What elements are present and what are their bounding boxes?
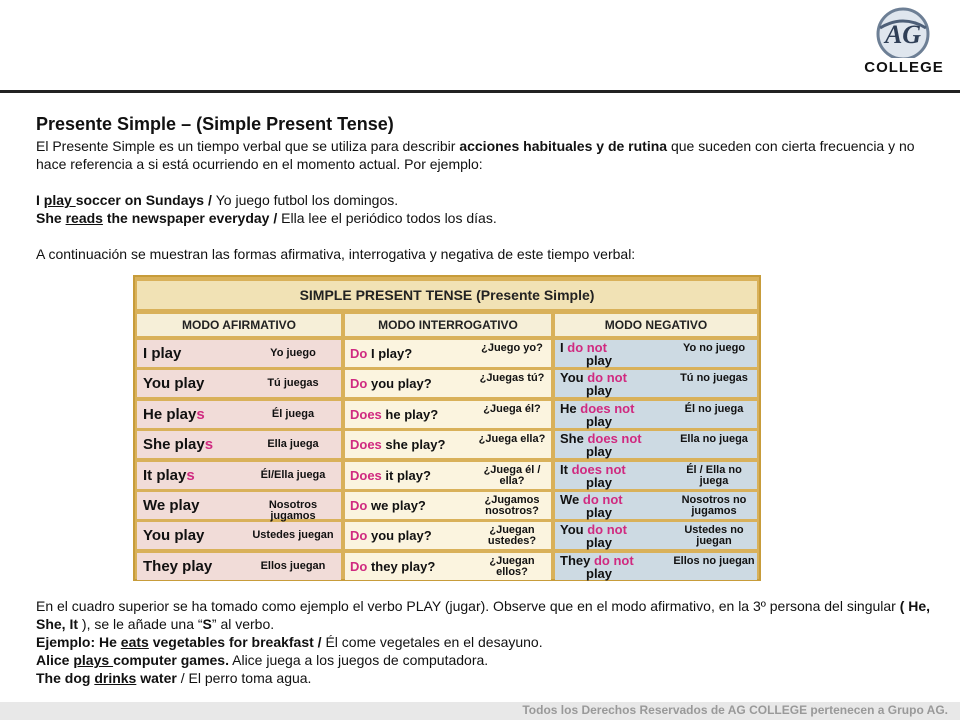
affirmative-cell — [137, 370, 341, 397]
ex4-verb: plays — [73, 652, 114, 668]
interrogative-cell — [345, 340, 551, 367]
interrogative-translation: ¿Juegan ellos? — [489, 555, 535, 578]
note-s: S — [202, 616, 212, 632]
ex1-verb: play — [43, 192, 76, 208]
auxiliary-verb: Do — [350, 498, 368, 513]
negative-subject: You — [560, 522, 584, 537]
affirmative-translation: Yo juego — [270, 347, 316, 359]
auxiliary-verb: Does — [350, 437, 382, 452]
note-text: En el cuadro superior se ha tomado como ejemplo el verbo PLAY (jugar). Observe que en el modo afirmativo, en la 3º persona del singular — [36, 598, 900, 614]
affirmative-translation: Ella juega — [267, 438, 319, 450]
negative-auxiliary: do not — [593, 553, 634, 568]
question-text: we play? — [370, 498, 426, 513]
negative-cell — [555, 370, 757, 397]
interrogative-cell — [345, 431, 551, 458]
footer-bar — [0, 702, 960, 720]
note-pronouns: ( He, She, It — [36, 598, 931, 632]
ex3-translation: Él come vegetales en el desayuno. — [325, 634, 543, 650]
intro-bold: acciones habituales y de rutina — [459, 138, 668, 154]
interrogative-form — [350, 370, 432, 397]
interrogative-cell — [345, 522, 551, 549]
affirmative-form: We play — [143, 497, 200, 514]
negative-auxiliary: does not — [587, 431, 642, 446]
affirmative-cell — [137, 462, 341, 489]
interrogative-form — [350, 340, 412, 367]
affirmative-translation: Ellos juegan — [260, 560, 326, 572]
ex1-subject: I — [36, 192, 44, 208]
interrogative-translation: ¿Juegan ustedes? — [487, 524, 537, 547]
negative-subject: We — [560, 492, 580, 507]
negative-subject: I — [560, 340, 564, 355]
negative-verb: play — [586, 535, 613, 550]
example-5 — [36, 669, 936, 687]
negative-cell — [555, 462, 757, 489]
affirmative-translation: Él/Ella juega — [260, 469, 326, 481]
example-4 — [36, 651, 936, 669]
negative-verb: play — [586, 505, 613, 520]
interrogative-translation: ¿Juega él? — [483, 403, 541, 415]
negative-form — [560, 432, 672, 458]
header-rule — [0, 90, 960, 93]
affirmative-translation: Nosotros jugamos — [268, 499, 318, 522]
affirmative-cell — [137, 340, 341, 367]
question-text: you play? — [370, 528, 432, 543]
negative-verb: play — [586, 353, 613, 368]
affirmative-form: She plays — [143, 436, 214, 453]
auxiliary-verb: Does — [350, 468, 382, 483]
negative-auxiliary: does not — [571, 462, 626, 477]
interrogative-translation: ¿Juego yo? — [481, 342, 543, 354]
negative-auxiliary: do not — [587, 370, 627, 385]
note-paragraph — [36, 597, 936, 633]
ex4-subject: Alice — [36, 652, 74, 668]
auxiliary-verb: Do — [350, 528, 368, 543]
negative-translation: Ella no juega — [680, 433, 748, 445]
negative-auxiliary: does not — [580, 401, 635, 416]
affirmative-translation: Ustedes juegan — [252, 529, 334, 541]
example-2 — [36, 209, 936, 227]
intro-paragraph — [36, 137, 936, 173]
table-intro: A continuación se muestran las formas afirmativa, interrogativa y negativa de este tiempo verbal: — [36, 246, 636, 262]
negative-subject: It — [560, 462, 568, 477]
ex2-rest: the newspaper everyday / — [102, 210, 282, 226]
svg-text:AG: AG — [884, 20, 922, 49]
negative-subject: He — [560, 401, 577, 416]
negative-form — [560, 402, 672, 428]
explanation — [36, 597, 936, 687]
negative-auxiliary: do not — [582, 492, 623, 507]
negative-form — [560, 554, 672, 580]
example-1 — [36, 191, 936, 209]
interrogative-cell — [345, 553, 551, 580]
note-text-2: ), se le añade una “ — [81, 616, 203, 632]
negative-cell — [555, 340, 757, 367]
negative-translation: Ellos no juegan — [673, 555, 755, 567]
interrogative-cell — [345, 370, 551, 397]
interrogative-cell — [345, 462, 551, 489]
affirmative-form: I play — [143, 345, 182, 362]
negative-cell — [555, 553, 757, 580]
ex2-subject: She — [36, 210, 66, 226]
table-title: SIMPLE PRESENT TENSE (Presente Simple) — [137, 281, 757, 309]
negative-form — [560, 523, 672, 549]
negative-translation: Tú no juegas — [680, 372, 748, 384]
ex5-verb: drinks — [94, 670, 137, 686]
negative-verb: play — [586, 475, 613, 490]
auxiliary-verb: Do — [350, 346, 368, 361]
interrogative-form — [350, 492, 426, 519]
affirmative-form: They play — [143, 558, 213, 575]
negative-form — [560, 341, 672, 367]
ex3-rest: vegetables for breakfast / — [148, 634, 326, 650]
interrogative-form — [350, 431, 445, 458]
ex5-translation: / El perro toma agua. — [176, 670, 312, 686]
interrogative-translation: ¿Juega él / ella? — [483, 464, 541, 487]
negative-translation: Yo no juego — [682, 342, 746, 354]
example-3 — [36, 633, 936, 651]
copyright-text: Todos los Derechos Reservados de AG COLLEGE pertenecen a Grupo AG. — [522, 703, 948, 717]
question-text: you play? — [370, 376, 432, 391]
negative-subject: They — [560, 553, 591, 568]
interrogative-cell — [345, 492, 551, 519]
interrogative-cell — [345, 401, 551, 428]
question-text: they play? — [370, 559, 436, 574]
negative-verb: play — [586, 566, 613, 581]
affirmative-cell — [137, 401, 341, 428]
affirmative-form: It plays — [143, 467, 195, 484]
negative-verb: play — [586, 414, 613, 429]
affirmative-translation: Él juega — [271, 408, 315, 420]
ex5-subject: The dog — [36, 670, 95, 686]
ex4-rest: computer games. — [113, 652, 229, 668]
col-header-affirmative: MODO AFIRMATIVO — [137, 314, 341, 336]
ex4-translation: Alice juega a los juegos de computadora. — [229, 652, 489, 668]
negative-form — [560, 463, 672, 489]
affirmative-form: You play — [143, 375, 205, 392]
affirmative-cell — [137, 522, 341, 549]
negative-subject: She — [560, 431, 584, 446]
negative-cell — [555, 401, 757, 428]
ex2-translation: Ella lee el periódico todos los días. — [281, 210, 497, 226]
ex1-translation: Yo juego futbol los domingos. — [215, 192, 399, 208]
interrogative-form — [350, 462, 431, 489]
auxiliary-verb: Do — [350, 559, 368, 574]
ag-college-logo — [858, 6, 948, 78]
negative-auxiliary: do not — [567, 340, 607, 355]
negative-auxiliary: do not — [587, 522, 627, 537]
negative-form — [560, 371, 672, 397]
negative-translation: Él / Ella no juega — [686, 464, 742, 487]
affirmative-cell — [137, 553, 341, 580]
negative-translation: Ustedes no juegan — [684, 524, 744, 547]
interrogative-form — [350, 522, 432, 549]
lesson-content — [36, 113, 936, 263]
affirmative-form: He plays — [143, 406, 205, 423]
auxiliary-verb: Do — [350, 376, 368, 391]
affirmative-cell — [137, 492, 341, 522]
negative-verb: play — [586, 444, 613, 459]
intro-text-2: que suceden con cierta frecuencia y no hace referencia a si está ocurriendo en el momento actual. Por ejemplo: — [36, 138, 915, 172]
question-text: he play? — [385, 407, 439, 422]
intro-text: El Presente Simple es un tiempo verbal que se utiliza para describir — [36, 138, 460, 154]
interrogative-translation: ¿Juegas tú? — [479, 372, 545, 384]
negative-form — [560, 493, 672, 519]
ex1-rest: soccer on Sundays / — [75, 192, 216, 208]
question-text: it play? — [385, 468, 431, 483]
auxiliary-verb: Does — [350, 407, 382, 422]
ex2-verb: reads — [65, 210, 103, 226]
negative-subject: You — [560, 370, 584, 385]
negative-translation: Él no juega — [684, 403, 744, 415]
interrogative-translation: ¿Jugamos nosotros? — [484, 494, 540, 517]
col-header-negative: MODO NEGATIVO — [555, 314, 757, 336]
ex5-rest: water — [136, 670, 177, 686]
affirmative-cell — [137, 431, 341, 458]
negative-verb: play — [586, 383, 613, 398]
interrogative-form — [350, 553, 435, 580]
col-header-interrogative: MODO INTERROGATIVO — [345, 314, 551, 336]
page-title: Presente Simple – (Simple Present Tense) — [36, 114, 394, 134]
svg-text:COLLEGE: COLLEGE — [864, 59, 944, 76]
affirmative-translation: Tú juegas — [267, 377, 319, 389]
interrogative-form — [350, 401, 438, 428]
negative-cell — [555, 431, 757, 458]
negative-cell — [555, 492, 757, 519]
simple-present-table — [133, 275, 761, 581]
negative-translation: Nosotros no jugamos — [681, 494, 747, 517]
negative-cell — [555, 522, 757, 549]
ex3-subject: Ejemplo: He — [36, 634, 121, 650]
note-text-3: ” al verbo. — [211, 616, 275, 632]
interrogative-translation: ¿Juega ella? — [478, 433, 546, 445]
ex3-verb: eats — [120, 634, 149, 650]
question-text: she play? — [385, 437, 446, 452]
affirmative-form: You play — [143, 527, 205, 544]
question-text: I play? — [370, 346, 413, 361]
